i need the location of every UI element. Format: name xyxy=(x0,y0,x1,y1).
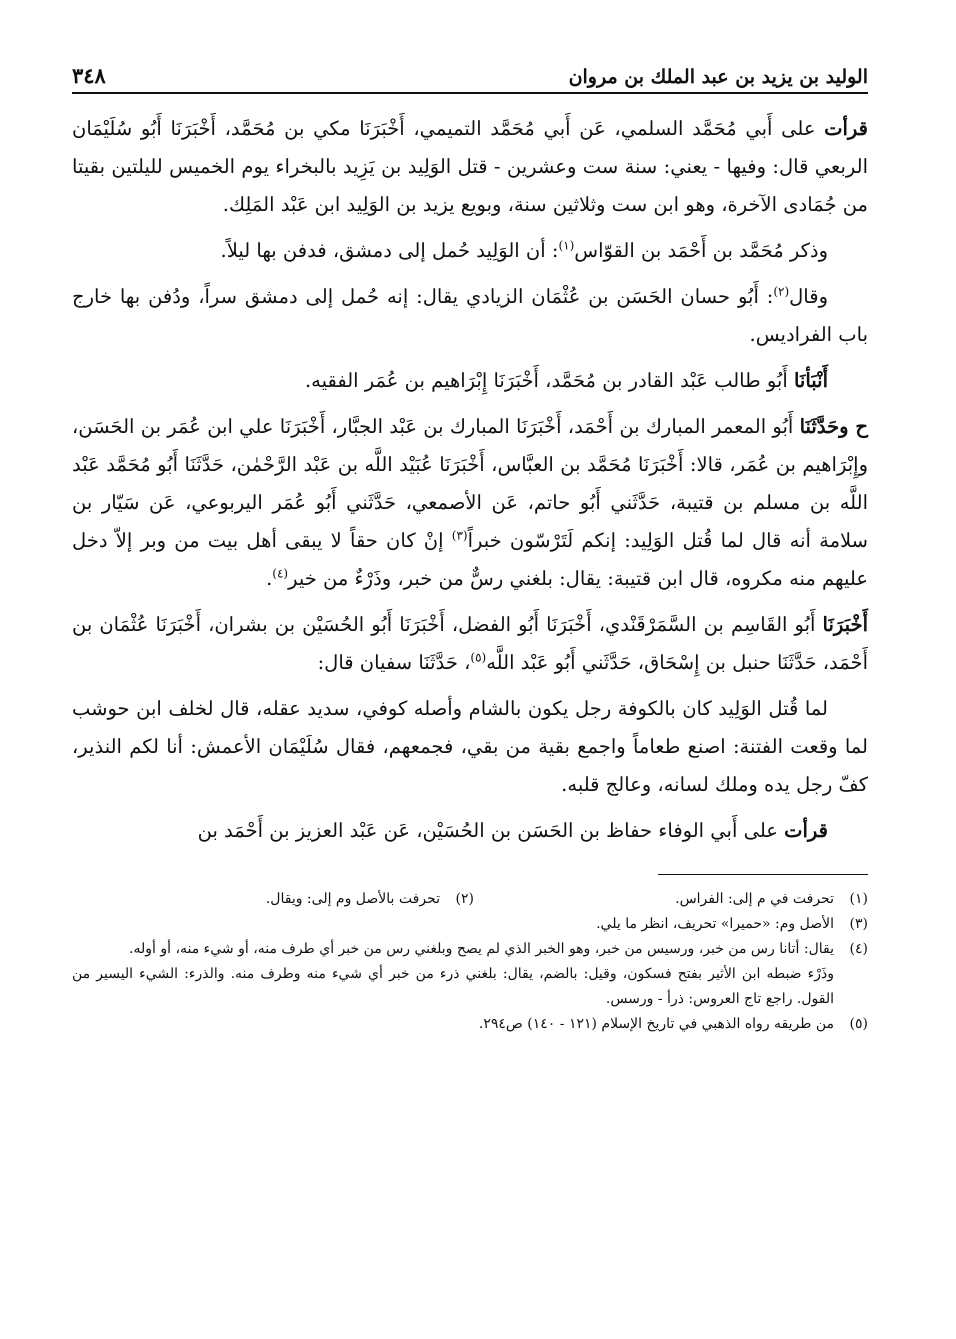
footnote-1-2: (١) تحرفت في م إلى: الفراس. (٢) تحرفت بالأصل وم إلى: ويقال. xyxy=(72,887,868,912)
footnote-5: (٥) من طريقه رواه الذهبي في تاريخ الإسلام (١٢١ - ١٤٠) ص٢٩٤. xyxy=(478,1016,868,1032)
paragraph-7: لما قُتل الوَلِيد كان بالكوفة رجل يكون بالشام وأصله كوفي، سديد عقله، قال لخلف ابن حوشب لما وقعت الفتنة: اصنع طعاماً واجمع بقية من بقي، فجمعهم، فقال سُلَيْمَان الأعمش: أنا لكم النذير، كفّ رجل يده وملك لسانه، وعالج قلبه. xyxy=(72,697,868,796)
paragraph-6: أَخْبَرَنَا أَبُو القَاسِم بن السَّمَرْقَنْدي، أَخْبَرَنَا أَبُو الفضل، أَخْبَرَنَا أَبُو الحُسَيْن بن بشران، أَخْبَرَنَا عُثْمَان بن أَحْمَد، حَدَّثَنَا حنبل بن إِسْحَاق، حَدَّثَني أَبُو عَبْد اللَّه$^{(٥)}$، حَدَّثَنَا سفيان قال: xyxy=(72,613,868,674)
keyword: قرأت xyxy=(824,117,868,140)
footnotes xyxy=(72,887,868,1037)
keyword: قرأت xyxy=(784,819,828,842)
footnote-ref-2: (٢) xyxy=(773,284,790,299)
footnote-4: (٤) يقال: أتانا رس من خبر، ورسيس من خبر، وهو الخبر الذي لم يصح وبلغني رس من خبر أي طرف منه، أو شيء منه، أو أوله. xyxy=(129,941,868,957)
footnote-ref-1: (١) xyxy=(558,238,575,253)
keyword: ح وحَدَّثَنَا xyxy=(799,415,868,438)
running-header xyxy=(72,52,868,94)
paragraph-5: ح وحَدَّثَنَا أَبُو المعمر المبارك بن أَحْمَد، أَخْبَرَنَا المبارك بن عَبْد الجبَّار، أَخْبَرَنَا علي ابن عُمَر بن الحَسَن، وإِبْرَاهيم بن عُمَر، قالا: أَخْبَرَنَا مُحَمَّد بن العبَّاس، أَخْبَرَنَا عُبَيْد اللَّه بن عَبْد الرَّحْمٰن، حَدَّثَنَا أَبُو مُحَمَّد عَبْد اللَّه بن مسلم بن قتيبة، حَدَّثَني أَبُو حاتم، عَن الأصمعي، حَدَّثَني أَبُو عُمَر اليربوعي، عَن سَيّار بن سلامة أنه قال لما قُتل الوَلِيد: إنكم لَتَرْسّون خبراً$^{(٣)}$ إنْ كان حقاً لا يبقى أهل بيت من وبر إلاّ دخل عليهم منه مكروه، قال ابن قتيبة: يقال: بلغني رسٌّ من خبر، وذَرْءٌ من خير$^{(٤)}$. xyxy=(72,415,868,590)
keyword: أَنْبَأنَا xyxy=(793,369,828,392)
page-number: ٣٤٨ xyxy=(72,63,106,88)
paragraph-8: قرأت على أَبي الوفاء حفاظ بن الحَسَن بن الحُسَيْن، عَن عَبْد العزيز بن أَحْمَد بن xyxy=(197,819,828,842)
document-page xyxy=(72,52,868,1309)
paragraph-3: وقال$^{(٢)}$: أَبُو حسان الحَسَن بن عُثْمَان الزيادي يقال: إنه حُمل إلى دمشق سراً، ودُفن بها خارج باب الفراديس. xyxy=(72,284,868,346)
footnote-ref-4: (٤) xyxy=(272,566,289,581)
footnote-2: تحرفت بالأصل وم إلى: ويقال. xyxy=(265,891,440,907)
footnote-ref-3: (٣) xyxy=(451,528,468,543)
footnote-1: تحرفت في م إلى: الفراس. xyxy=(675,891,834,907)
footnote-4-continued: وذَرْء ضبطه ابن الأثير بفتح فسكون، وقيل: بالضم، يقال: بلغني ذرء من خبر أي شيء منه وطرف منه. والذرء: الشيء اليسير من القول. راجع تاج العروس: ذرأ - ورسس. xyxy=(72,966,834,1007)
footnote-divider xyxy=(658,874,868,875)
running-title: الوليد بن يزيد بن عبد الملك بن مروان xyxy=(568,66,868,88)
main-text xyxy=(72,110,868,850)
footnote-ref-5: (٥) xyxy=(470,650,487,665)
paragraph-4: أَنْبَأنَا أَبُو طالب عَبْد القادر بن مُحَمَّد، أَخْبَرَنَا إِبْرَاهيم بن عُمَر الفقيه. xyxy=(304,369,828,392)
paragraph-2: وذكر مُحَمَّد بن أَحْمَد بن القوّاس$^{(١)}$: أن الوَلِيد حُمل إلى دمشق، فدفن بها ليلاً. xyxy=(220,238,828,262)
footnote-3: (٣) الأصل وم: «حميرا» تحريف، انظر ما يلي. xyxy=(596,916,868,932)
keyword: أَخْبَرَنَا xyxy=(822,613,868,636)
paragraph-1: قرأت على أَبي مُحَمَّد السلمي، عَن أَبي مُحَمَّد التميمي، أَخْبَرَنَا مكي بن مُحَمَّد، أَخْبَرَنَا أَبُو سُلَيْمَان الربعي قال: وفيها - يعني: سنة ست وعشرين - قتل الوَلِيد بن يَزِيد بالبخراء يوم الخميس لليلتين بقيتا من جُمَادى الآخرة، وهو ابن ست وثلاثين سنة، وبويع يزيد بن الوَلِيد ابن عَبْد المَلِك. xyxy=(72,117,868,216)
